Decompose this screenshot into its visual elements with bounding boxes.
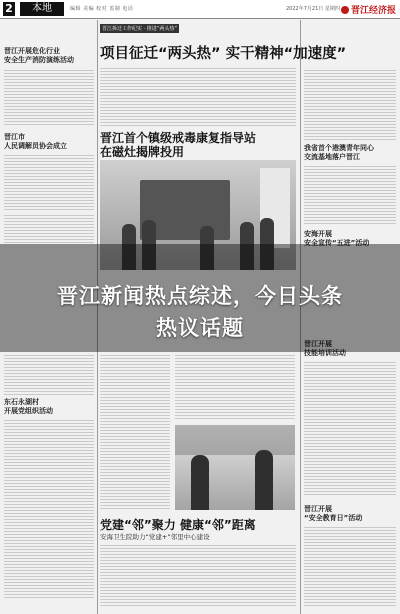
main-kicker: 晋江拆迁工作纪实 · 推进“两头热”: [102, 26, 177, 32]
brand-logo-icon: [341, 6, 349, 14]
text-block: [304, 70, 396, 140]
text-block: [4, 215, 94, 243]
right-headline-mid: 晋江开展 技能培训活动: [304, 340, 346, 357]
text-block: [175, 355, 295, 420]
overlay-title-line-1: 晋江新闻热点综述，今日头条: [57, 284, 343, 308]
text-block: [304, 527, 396, 607]
overlay-title-line-2: 热议话题: [156, 316, 244, 340]
left-headline-1: 晋江开展危化行业 安全生产消防演练活动: [4, 47, 74, 64]
text-block: [100, 545, 296, 607]
left-headline-3: 东石永湖村 开展党组织活动: [4, 398, 53, 415]
text-block: [4, 355, 94, 395]
left-headline-2: 晋江市 人民调解员协会成立: [4, 133, 67, 150]
article-3-subheadline: 安海卫生院助力“党建+”邻里中心建设: [100, 533, 210, 541]
main-headline: 项目征迁“两头热” 实干精神“加速度”: [100, 46, 347, 62]
text-block: [100, 68, 296, 128]
page-header: [0, 0, 400, 19]
right-headline-1: 我省首个港澳青年同心 交流基地落户晋江: [304, 144, 374, 161]
text-block: [100, 355, 170, 510]
newspaper-brand: 晋江经济报: [341, 3, 396, 16]
right-headline-3: 晋江开展 “安全教育日”活动: [304, 505, 363, 522]
text-block: [304, 166, 396, 226]
headline-overlay-banner: [0, 244, 400, 352]
text-block: [304, 362, 396, 497]
article-2-headline: 晋江首个镇级戒毒康复指导站 在磁灶揭牌投用: [100, 131, 257, 159]
right-headline-2: 安海开展 安全宣传“五进”活动: [304, 230, 370, 247]
article-3-headline: 党建“邻”聚力 健康“邻”距离: [100, 518, 256, 532]
header-date: 2022年7月21日 星期四: [286, 6, 340, 12]
text-block: [4, 155, 94, 210]
page-number: 2: [3, 2, 15, 16]
header-meta: 编辑 美编 校对 监制 电话: [70, 6, 134, 12]
section-label: 本地: [20, 2, 64, 16]
text-block: [4, 420, 94, 600]
outdoor-photo: [175, 425, 295, 510]
text-block: [4, 70, 94, 125]
